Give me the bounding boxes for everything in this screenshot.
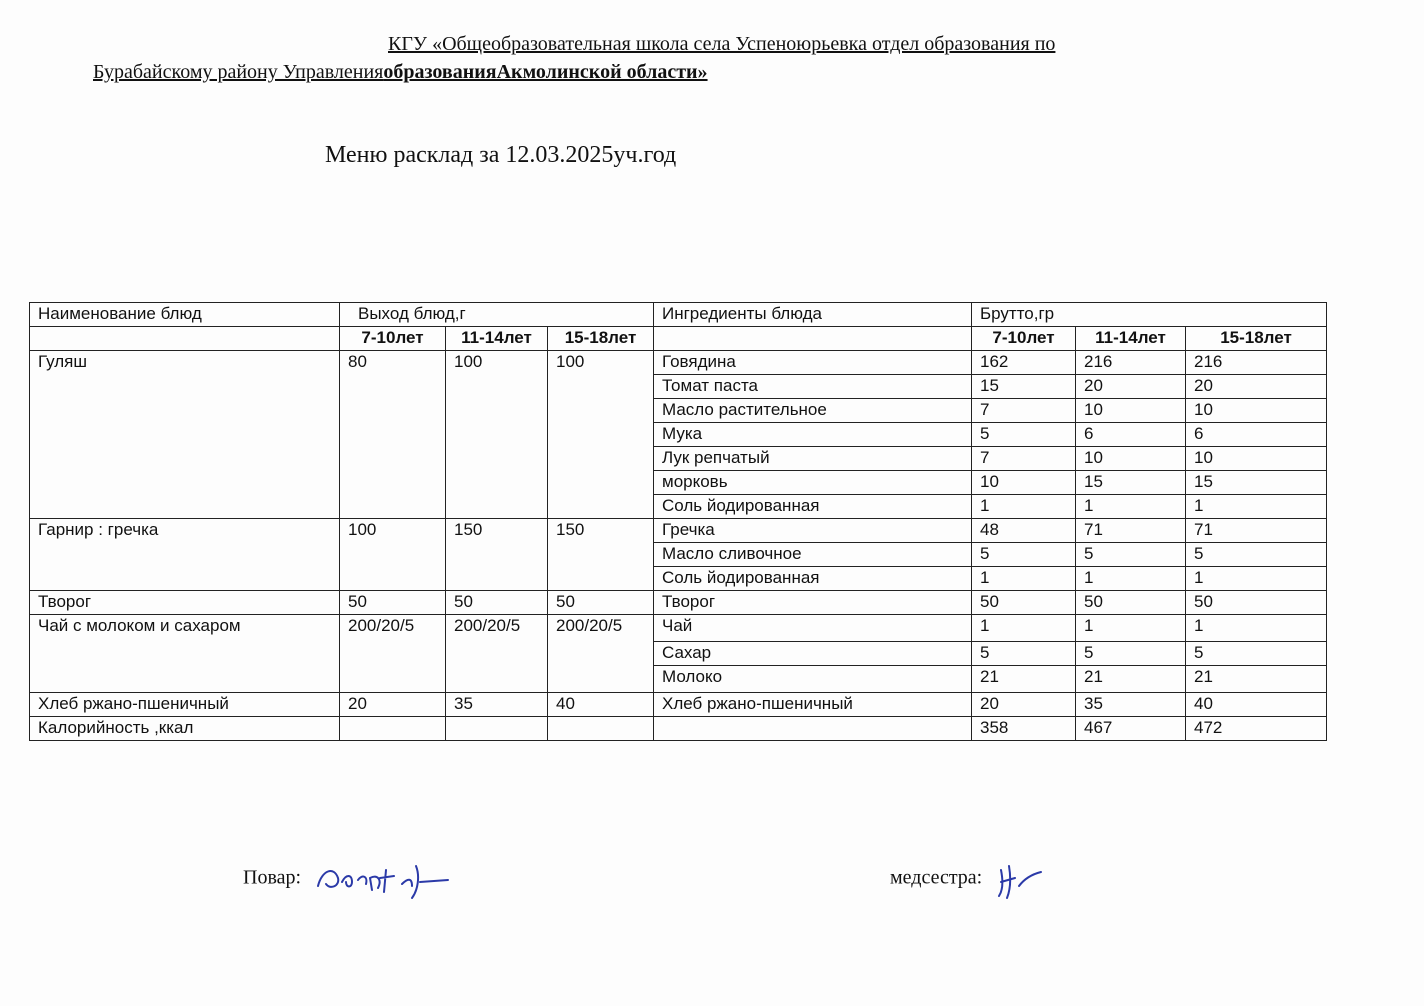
brutto-cell: 1 — [1186, 495, 1327, 519]
header-ingredients: Ингредиенты блюда — [654, 303, 972, 327]
table-row — [30, 519, 1327, 543]
dish-name-cell: Творог — [30, 591, 340, 615]
output-cell — [548, 567, 654, 591]
ingredient-cell: Соль йодированная — [654, 495, 972, 519]
nurse-signature-block — [890, 856, 1053, 902]
ingredient-cell: Хлеб ржано-пшеничный — [654, 693, 972, 717]
brutto-cell: 5 — [1186, 543, 1327, 567]
brutto-cell: 21 — [1076, 666, 1186, 693]
ingredient-cell: Сахар — [654, 642, 972, 666]
nurse-signature — [993, 856, 1053, 902]
dish-name-cell: Хлеб ржано-пшеничный — [30, 693, 340, 717]
empty-cell — [340, 717, 446, 741]
brutto-age-1: 7-10лет — [972, 327, 1076, 351]
table-row — [30, 399, 1327, 423]
dish-name-cell — [30, 642, 340, 666]
ingredient-cell: Томат паста — [654, 375, 972, 399]
brutto-cell: 21 — [972, 666, 1076, 693]
ingredient-cell: Гречка — [654, 519, 972, 543]
output-cell — [446, 471, 548, 495]
empty-cell — [654, 327, 972, 351]
output-cell — [446, 447, 548, 471]
brutto-cell: 216 — [1076, 351, 1186, 375]
ingredient-cell: Масло растительное — [654, 399, 972, 423]
dish-name-cell — [30, 543, 340, 567]
dish-name-cell: Гарнир : гречка — [30, 519, 340, 543]
brutto-cell: 35 — [1076, 693, 1186, 717]
age-group-row — [30, 327, 1327, 351]
table-row — [30, 642, 1327, 666]
ingredient-cell: Говядина — [654, 351, 972, 375]
brutto-cell: 1 — [972, 567, 1076, 591]
output-cell — [548, 399, 654, 423]
output-cell — [548, 495, 654, 519]
table-row — [30, 615, 1327, 642]
calorie-value: 467 — [1076, 717, 1186, 741]
output-cell — [548, 423, 654, 447]
cook-label: Повар: — [243, 866, 302, 889]
output-cell: 50 — [446, 591, 548, 615]
output-cell: 200/20/5 — [548, 615, 654, 642]
output-cell — [340, 471, 446, 495]
header-line-1: КГУ «Общеобразовательная школа села Успеноюрьевка отдел образования по — [388, 33, 1056, 55]
brutto-cell: 15 — [972, 375, 1076, 399]
output-cell: 150 — [548, 519, 654, 543]
output-cell — [446, 543, 548, 567]
output-cell: 50 — [548, 591, 654, 615]
output-cell — [340, 399, 446, 423]
table-row — [30, 543, 1327, 567]
calorie-value: 358 — [972, 717, 1076, 741]
output-cell — [548, 471, 654, 495]
output-cell — [548, 543, 654, 567]
brutto-cell: 1 — [1076, 495, 1186, 519]
brutto-cell: 1 — [1186, 567, 1327, 591]
output-cell — [340, 423, 446, 447]
dish-name-cell — [30, 423, 340, 447]
table-row — [30, 471, 1327, 495]
brutto-cell: 5 — [972, 543, 1076, 567]
output-cell: 20 — [340, 693, 446, 717]
output-cell — [548, 642, 654, 666]
brutto-cell: 71 — [1076, 519, 1186, 543]
output-cell: 35 — [446, 693, 548, 717]
menu-table — [29, 302, 1327, 741]
brutto-cell: 6 — [1186, 423, 1327, 447]
brutto-cell: 10 — [1186, 447, 1327, 471]
brutto-cell: 21 — [1186, 666, 1327, 693]
output-cell — [446, 423, 548, 447]
ingredient-cell: Мука — [654, 423, 972, 447]
menu-table-body — [30, 303, 1327, 741]
output-cell — [340, 567, 446, 591]
empty-cell — [30, 327, 340, 351]
brutto-cell: 50 — [1076, 591, 1186, 615]
brutto-cell: 50 — [1186, 591, 1327, 615]
brutto-cell: 5 — [972, 423, 1076, 447]
output-cell — [340, 375, 446, 399]
table-row — [30, 693, 1327, 717]
empty-cell — [654, 717, 972, 741]
brutto-cell: 1 — [1076, 615, 1186, 642]
output-cell — [446, 399, 548, 423]
dish-name-cell — [30, 375, 340, 399]
output-cell — [446, 642, 548, 666]
brutto-cell: 216 — [1186, 351, 1327, 375]
table-row — [30, 666, 1327, 693]
brutto-cell: 15 — [1076, 471, 1186, 495]
table-row — [30, 351, 1327, 375]
output-cell — [340, 495, 446, 519]
brutto-age-2: 11-14лет — [1076, 327, 1186, 351]
brutto-cell: 15 — [1186, 471, 1327, 495]
brutto-cell: 5 — [972, 642, 1076, 666]
header-line-2-normal: Бурабайскому району Управления — [93, 61, 384, 83]
output-cell — [446, 375, 548, 399]
cook-signature — [312, 856, 452, 902]
table-row — [30, 375, 1327, 399]
output-cell — [446, 567, 548, 591]
output-cell: 100 — [340, 519, 446, 543]
output-cell: 150 — [446, 519, 548, 543]
output-cell: 100 — [446, 351, 548, 375]
brutto-age-3: 15-18лет — [1186, 327, 1327, 351]
output-cell — [548, 375, 654, 399]
output-cell: 80 — [340, 351, 446, 375]
calorie-row — [30, 717, 1327, 741]
brutto-cell: 20 — [1186, 375, 1327, 399]
output-cell: 100 — [548, 351, 654, 375]
ingredient-cell: Творог — [654, 591, 972, 615]
header-brutto: Брутто,гр — [972, 303, 1327, 327]
output-cell — [548, 447, 654, 471]
brutto-cell: 1 — [1076, 567, 1186, 591]
ingredient-cell: Масло сливочное — [654, 543, 972, 567]
brutto-cell: 20 — [1076, 375, 1186, 399]
header-line-2 — [93, 58, 708, 86]
brutto-cell: 10 — [1076, 399, 1186, 423]
brutto-cell: 5 — [1076, 543, 1186, 567]
nurse-label: медсестра: — [890, 866, 983, 889]
brutto-cell: 7 — [972, 447, 1076, 471]
cook-signature-block — [243, 856, 452, 902]
brutto-cell: 10 — [1186, 399, 1327, 423]
empty-cell — [446, 717, 548, 741]
output-cell — [446, 666, 548, 693]
dish-name-cell — [30, 495, 340, 519]
table-row — [30, 447, 1327, 471]
output-cell — [340, 447, 446, 471]
dish-name-cell — [30, 399, 340, 423]
brutto-cell: 20 — [972, 693, 1076, 717]
header-output: Выход блюд,г — [340, 303, 654, 327]
table-row — [30, 423, 1327, 447]
brutto-cell: 5 — [1186, 642, 1327, 666]
dish-name-cell — [30, 666, 340, 693]
output-age-1: 7-10лет — [340, 327, 446, 351]
dish-name-cell: Чай с молоком и сахаром — [30, 615, 340, 642]
header-line-2-bold: образованияАкмолинской области» — [383, 61, 708, 83]
header-row — [30, 303, 1327, 327]
output-cell — [340, 642, 446, 666]
brutto-cell: 1 — [972, 495, 1076, 519]
output-cell: 200/20/5 — [340, 615, 446, 642]
output-age-2: 11-14лет — [446, 327, 548, 351]
ingredient-cell: Чай — [654, 615, 972, 642]
dish-name-cell: Гуляш — [30, 351, 340, 375]
header-dish: Наименование блюд — [30, 303, 340, 327]
brutto-cell: 71 — [1186, 519, 1327, 543]
brutto-cell: 48 — [972, 519, 1076, 543]
calorie-value: 472 — [1186, 717, 1327, 741]
table-row — [30, 495, 1327, 519]
output-cell: 50 — [340, 591, 446, 615]
output-cell — [340, 666, 446, 693]
brutto-cell: 10 — [972, 471, 1076, 495]
output-cell — [446, 495, 548, 519]
output-age-3: 15-18лет — [548, 327, 654, 351]
dish-name-cell — [30, 447, 340, 471]
output-cell — [548, 666, 654, 693]
calorie-label: Калорийность ,ккал — [30, 717, 340, 741]
table-row — [30, 567, 1327, 591]
brutto-cell: 162 — [972, 351, 1076, 375]
ingredient-cell: Молоко — [654, 666, 972, 693]
brutto-cell: 5 — [1076, 642, 1186, 666]
dish-name-cell — [30, 567, 340, 591]
brutto-cell: 10 — [1076, 447, 1186, 471]
brutto-cell: 7 — [972, 399, 1076, 423]
brutto-cell: 50 — [972, 591, 1076, 615]
output-cell: 40 — [548, 693, 654, 717]
brutto-cell: 40 — [1186, 693, 1327, 717]
empty-cell — [548, 717, 654, 741]
brutto-cell: 6 — [1076, 423, 1186, 447]
ingredient-cell: морковь — [654, 471, 972, 495]
output-cell: 200/20/5 — [446, 615, 548, 642]
page-title: Меню расклад за 12.03.2025уч.год — [325, 142, 677, 168]
brutto-cell: 1 — [972, 615, 1076, 642]
brutto-cell: 1 — [1186, 615, 1327, 642]
ingredient-cell: Лук репчатый — [654, 447, 972, 471]
table-row — [30, 591, 1327, 615]
ingredient-cell: Соль йодированная — [654, 567, 972, 591]
output-cell — [340, 543, 446, 567]
dish-name-cell — [30, 471, 340, 495]
